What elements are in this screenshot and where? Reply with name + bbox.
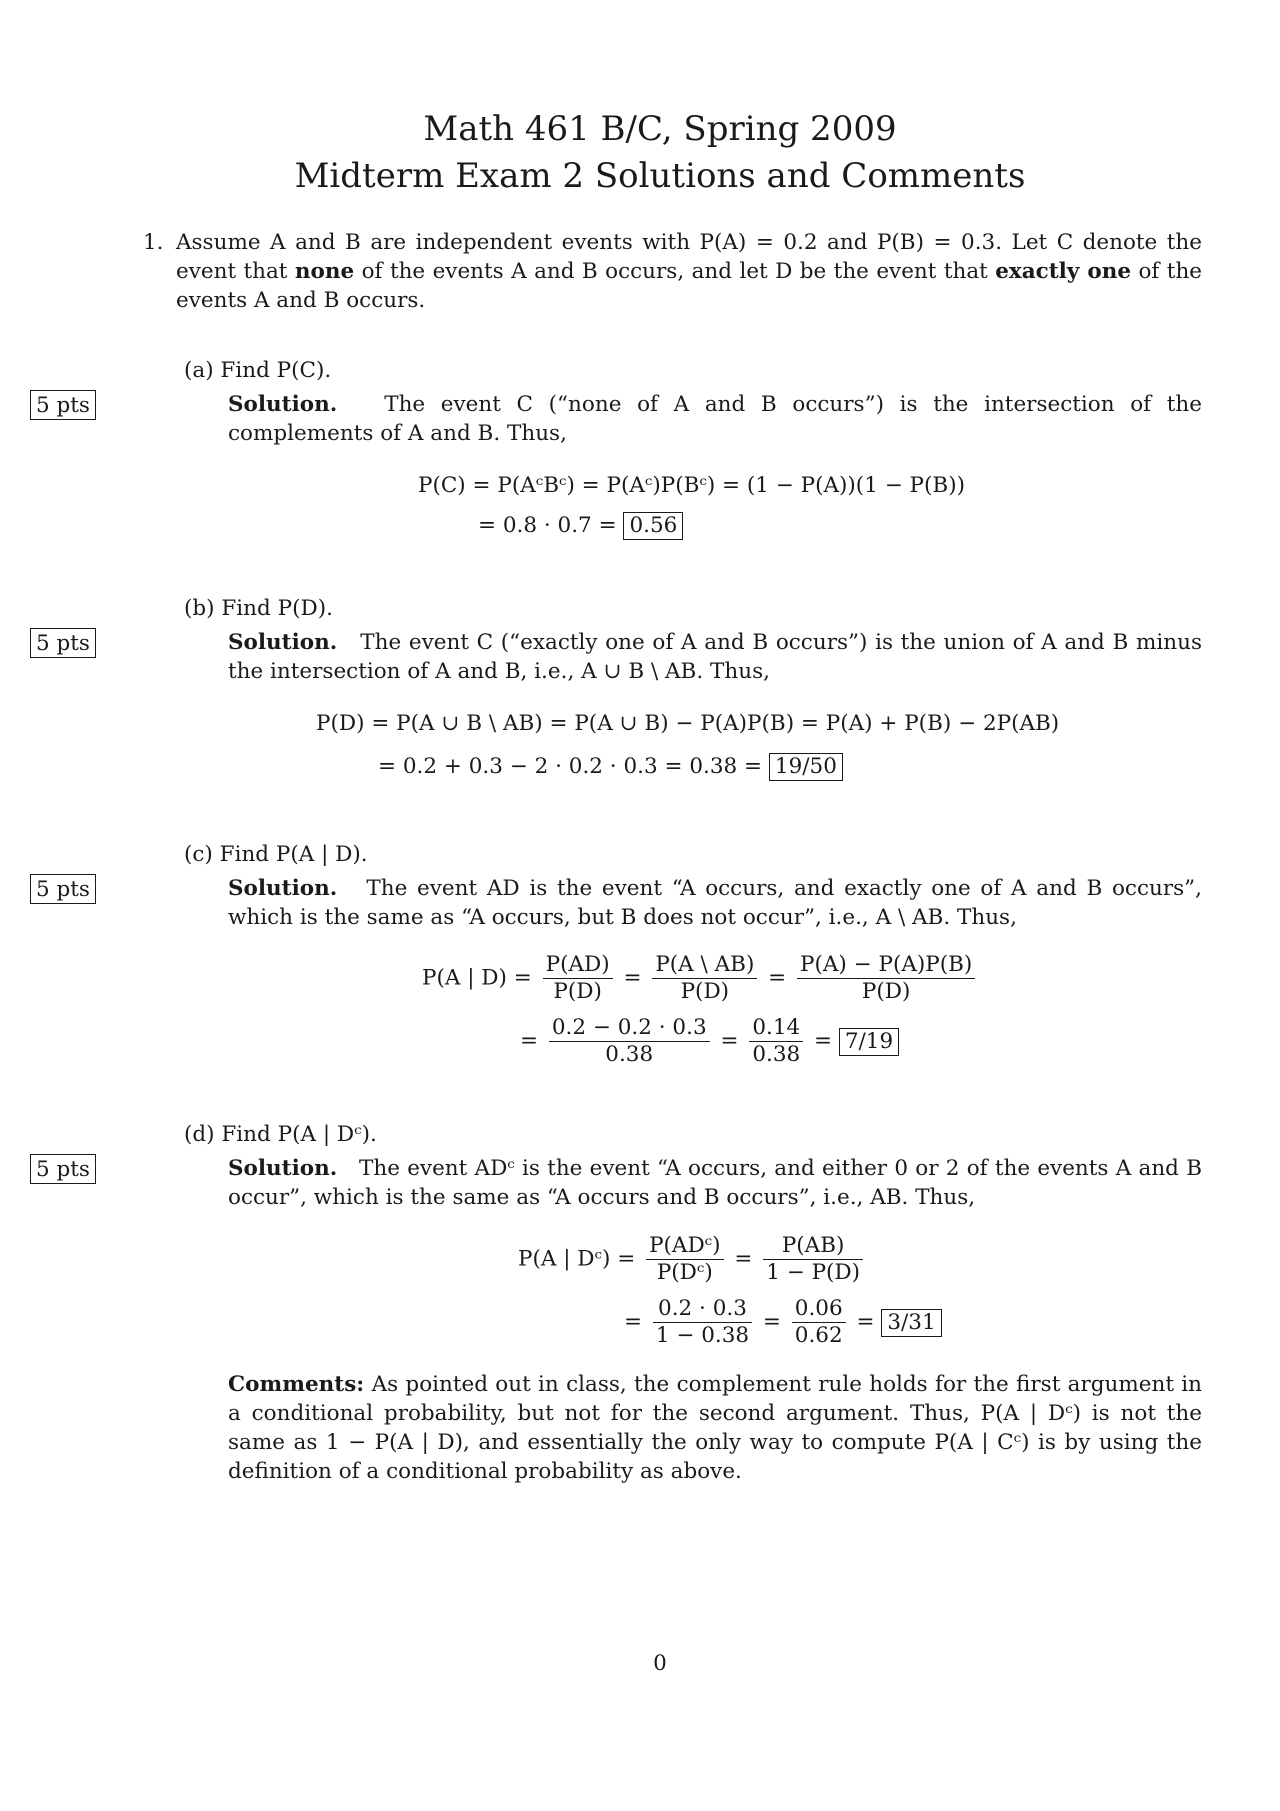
answer-box-a: 0.56	[623, 512, 683, 540]
part-d-heading: (d) Find P(A | Dᶜ).	[184, 1122, 377, 1147]
points-box-d: 5 pts	[30, 1154, 96, 1184]
part-c-heading: (c) Find P(A | D).	[184, 842, 368, 867]
part-b-equation-line-2: = 0.2 + 0.3 − 2 · 0.2 · 0.3 = 0.38 = 19/50	[378, 752, 843, 782]
part-d-equation-line-1: P(A | Dᶜ) = $\frac{\text{P(ADᶜ)}}{\text{P(Dᶜ)}}$ = $\frac{P(AB)}{1 - P(D)}$	[518, 1233, 867, 1286]
part-b-heading: (b) Find P(D).	[184, 596, 333, 621]
fraction: $\frac{0.14}{0.38}$	[749, 1015, 803, 1068]
solution-label: Solution.	[228, 392, 338, 417]
page-number: 0	[653, 1651, 667, 1676]
part-b-solution: Solution. The event C (“exactly one of A and B occurs”) is the union of A and B minus the intersection of A and B, i.e., A ∪ B \ AB. Thus,	[228, 630, 1202, 684]
part-d-equation-line-2: = $\frac{0.2 \cdot 0.3}{1 - 0.38}$ = $\frac{0.06}{0.62}$ = 3/31	[624, 1296, 942, 1349]
part-a-equation-line-1: P(C) = P(AᶜBᶜ) = P(Aᶜ)P(Bᶜ) = (1 − P(A))(1 − P(B))	[418, 473, 965, 498]
part-c-equation-line-2: = $\frac{0.2 - 0.2 \cdot 0.3}{0.38}$ = $\frac{0.14}{0.38}$ = 7/19	[520, 1015, 899, 1068]
answer-box-d: 3/31	[881, 1309, 941, 1337]
fraction: $\frac{P(AD)}{P(D)}$	[543, 952, 613, 1005]
part-c-solution: Solution. The event AD is the event “A occurs, and exactly one of A and B occurs”, which is the same as “A occurs, but B does not occur”, i.e., A \ AB. Thus,	[228, 876, 1202, 930]
problem-statement: Assume A and B are independent events with P(A) = 0.2 and P(B) = 0.3. Let C denote the event that none of the events A and B occurs, and let D be the event that exactly one of the events A and B occurs.	[176, 230, 1203, 313]
comments-label: Comments:	[228, 1372, 365, 1397]
title-line-1: Math 461 B/C, Spring 2009	[423, 109, 897, 149]
problem-number: 1.	[143, 230, 164, 255]
solution-label: Solution.	[228, 1156, 338, 1181]
emphasis-none: none	[294, 259, 355, 284]
part-a-solution: Solution. The event C (“none of A and B occurs”) is the intersection of the complements of A and B. Thus,	[228, 392, 1202, 446]
title-line-2: Midterm Exam 2 Solutions and Comments	[294, 156, 1026, 196]
fraction: $\frac{0.06}{0.62}$	[792, 1296, 846, 1349]
solution-label: Solution.	[228, 630, 338, 655]
solution-label: Solution.	[228, 876, 338, 901]
points-box-c: 5 pts	[30, 874, 96, 904]
fraction: $\frac{P(A) - P(A)P(B)}{P(D)}$	[797, 952, 975, 1005]
comments-paragraph: Comments: As pointed out in class, the complement rule holds for the first argument in a conditional probability, but not for the second argument. Thus, P(A | Dᶜ) is not the same as 1 − P(A | D), and essentially the only way to compute P(A | Cᶜ) is by using the definition of a conditional probability as above.	[228, 1372, 1202, 1484]
fraction: $\frac{P(AB)}{1 - P(D)}$	[763, 1233, 863, 1286]
points-box-a: 5 pts	[30, 390, 96, 420]
part-b-equation-line-1: P(D) = P(A ∪ B \ AB) = P(A ∪ B) − P(A)P(B) = P(A) + P(B) − 2P(AB)	[316, 711, 1060, 736]
part-c-equation-line-1: P(A | D) = $\frac{P(AD)}{P(D)}$ = $\frac{P(A \backslash AB)}{P(D)}$ = $\frac{P(A) - P(A)P(B)}{P(D)}$	[422, 952, 979, 1005]
fraction: $\frac{0.2 \cdot 0.3}{1 - 0.38}$	[653, 1296, 752, 1349]
answer-box-c: 7/19	[839, 1028, 899, 1056]
emphasis-exactly-one: exactly one	[995, 259, 1132, 284]
part-a-equation-line-2: = 0.8 · 0.7 = 0.56	[478, 511, 683, 541]
points-box-b: 5 pts	[30, 628, 96, 658]
part-a-heading: (a) Find P(C).	[184, 358, 332, 383]
fraction: $\frac{0.2 - 0.2 \cdot 0.3}{0.38}$	[549, 1015, 710, 1068]
answer-box-b: 19/50	[769, 753, 843, 781]
fraction: $\frac{P(A \backslash AB)}{P(D)}$	[652, 952, 757, 1005]
part-d-solution: Solution. The event ADᶜ is the event “A occurs, and either 0 or 2 of the events A and B occur”, which is the same as “A occurs and B occurs”, i.e., AB. Thus,	[228, 1156, 1202, 1210]
fraction: $\frac{\text{P(ADᶜ)}}{\text{P(Dᶜ)}}$	[646, 1233, 723, 1286]
